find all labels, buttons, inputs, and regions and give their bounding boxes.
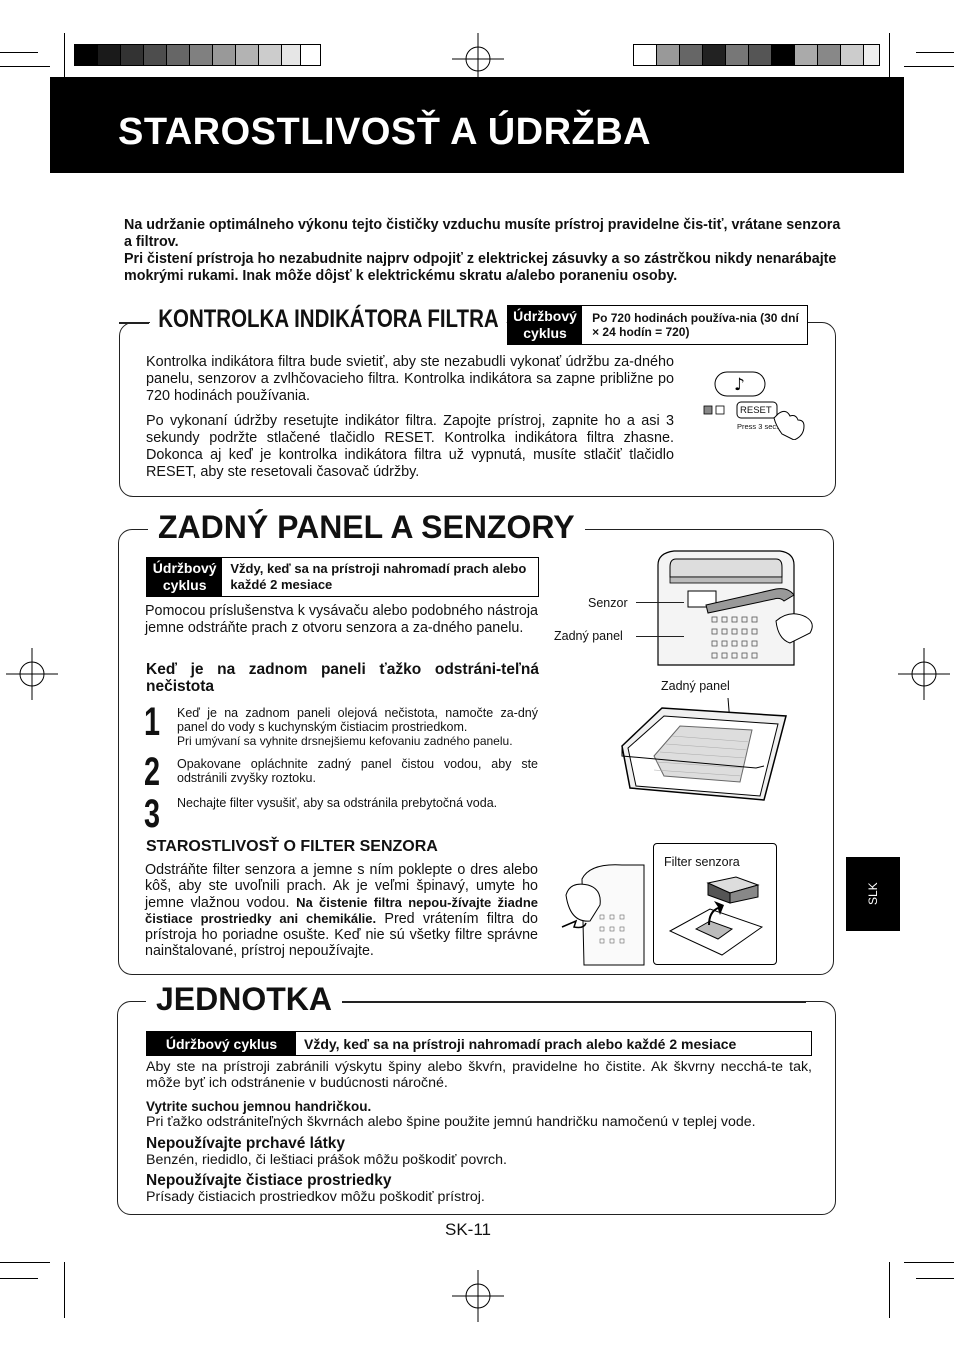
page-title: STAROSTLIVOSŤ A ÚDRŽBA bbox=[118, 111, 652, 153]
step-text-note: Pri umývaní sa vyhnite drsnejšiemu kefovaniu zadného panelu. bbox=[177, 734, 513, 748]
rear-intro-text: Pomocou príslušenstva k vysávaču alebo podobného nástroja jemne odstráňte prach z otvoru senzora a za-dného panelu. bbox=[145, 603, 538, 636]
step-text: Nechajte filter vysušiť, aby sa odstránila prebytočná voda. bbox=[177, 796, 498, 810]
unit-text: Pri ťažko odstrániteľných škvrnách alebo špine použite jemnú handričku namočenú v teplej vode. bbox=[146, 1114, 756, 1130]
text-paragraph: Kontrolka indikátora filtra bude svietiť, aby ste nezabudli vykonať údržbu za-dného panelu, senzorov a zvlhčovacieho filtra. Kontrolka indikátora sa zapne približne po 720 hodinách používania. bbox=[146, 354, 674, 404]
intro-paragraph: Na udržanie optimálneho výkonu tejto čističky vzduchu musíte prístroj pravidelne čis-tiť, vrátane senzora a filtrov. bbox=[124, 217, 841, 250]
sensor-text-part: Odstráňte filter senzora a jemne s ním poklepte o dres alebo kôš, aby ste uvoľnili prach. Ak je veľmi špinavý, umyte ho jemne vlažnou vodou. bbox=[145, 862, 538, 911]
rear-panel-tray-illustration bbox=[610, 696, 790, 816]
svg-text:♪: ♪ bbox=[734, 375, 745, 395]
label-filter-senzora: Filter senzora bbox=[664, 855, 740, 869]
intro-warning bbox=[124, 217, 846, 285]
reset-label: RESET bbox=[740, 405, 772, 416]
unit-intro-text: Aby ste na prístroji zabránili výskytu špiny alebo škvŕn, pravidelne ho čistite. Ak škvrny necchá-te tak, môže byť ich odstránenie v budúcnosti náročné. bbox=[146, 1059, 812, 1091]
registration-target-icon bbox=[898, 648, 950, 700]
cycle-label: Údržbový cyklus bbox=[508, 306, 582, 344]
unit-subheading: Nepoužívajte čistiace prostriedky bbox=[146, 1172, 392, 1189]
sensor-filter-heading: STAROSTLIVOSŤ O FILTER SENZORA bbox=[146, 838, 438, 855]
label-zadny-panel-2: Zadný panel bbox=[661, 679, 730, 693]
sensor-tap-illustration bbox=[558, 855, 650, 970]
label-zadny-panel: Zadný panel bbox=[554, 629, 623, 643]
section-title-rear: ZADNÝ PANEL A SENZORY bbox=[148, 509, 585, 546]
maintenance-cycle-box bbox=[507, 305, 808, 345]
cycle-label: Údržbový cyklus bbox=[147, 558, 222, 596]
step-text-main: Keď je na zadnom paneli olejová nečistota, namočte za-dný panel do vody s kuchynským čistiacim prostriedkom. bbox=[177, 706, 538, 734]
cycle-value: Vždy, keď sa na prístroji nahromadí prach alebo každé 2 mesiace bbox=[230, 561, 527, 592]
cycle-label: Údržbový cyklus bbox=[147, 1032, 296, 1055]
registration-target-icon bbox=[6, 648, 58, 700]
purifier-rear-illustration bbox=[636, 545, 816, 675]
section-title-unit: JEDNOTKA bbox=[146, 981, 342, 1018]
cycle-value: Po 720 hodinách používa-nia (30 dní × 24 hodín = 720) bbox=[592, 311, 799, 339]
section-title-filter: KONTROLKA INDIKÁTORA FILTRA bbox=[150, 305, 507, 334]
rear-subheading: Keď je na zadnom paneli ťažko odstráni-teľná nečistota bbox=[146, 661, 539, 695]
language-tab-label: SLK bbox=[866, 882, 880, 906]
maintenance-cycle-box bbox=[146, 1031, 812, 1056]
registration-target-icon bbox=[452, 1270, 504, 1322]
step-number: 2 bbox=[144, 750, 161, 794]
page-number: SK-11 bbox=[445, 1220, 491, 1239]
step-text bbox=[177, 706, 538, 748]
unit-text: Prísady čistiacich prostriedkov môžu poškodiť prístroj. bbox=[146, 1189, 485, 1205]
step-text: Opakovane opláchnite zadný panel čistou vodou, aby ste odstránili zvyšky roztoku. bbox=[177, 757, 538, 785]
sensor-filter-removal-illustration bbox=[656, 873, 774, 961]
unit-subheading: Nepoužívajte prchavé látky bbox=[146, 1135, 345, 1152]
unit-subheading: Vytrite suchou jemnou handričkou. bbox=[146, 1099, 372, 1114]
text-paragraph: Po vykonaní údržby resetujte indikátor filtra. Zapojte prístroj, zapnite ho a asi 3 sekundy podržte stlačené tlačidlo RESET. Kontrolka indikátora filtra zhasne. Dokonca aj keď je kontrolka indikátora filtra už vypnutá, musíte stlačiť tlačidlo RESET, aby ste resetovali časovač údržby. bbox=[146, 413, 674, 480]
press-label: Press 3 sec. bbox=[737, 422, 779, 431]
cycle-value: Vždy, keď sa na prístroji nahromadí prach alebo každé 2 mesiace bbox=[304, 1035, 737, 1052]
intro-paragraph: Pri čistení prístroja ho nezabudnite najprv odpojiť z elektrickej zásuvky a so zástrčkou nikdy nenarábajte mokrými rukami. Inak môže dôjsť k elektrickému skratu a/alebo poraneniu osoby. bbox=[124, 251, 837, 284]
sensor-text-part: Pred vrátením filtra do prístroja ho poriadne osušte. Keď nie sú všetky filtre správne nainštalované, prístroj nepoužívajte. bbox=[145, 910, 538, 960]
sensor-text-warning: Na čistenie filtra nepou-žívajte žiadne čistiace prostriedky ani chemikálie. bbox=[145, 894, 539, 926]
maintenance-cycle-box bbox=[146, 557, 539, 597]
step-number: 1 bbox=[144, 700, 161, 744]
filter-section-text bbox=[146, 354, 674, 481]
label-senzor: Senzor bbox=[588, 596, 628, 610]
sensor-filter-text bbox=[145, 862, 538, 960]
step-number: 3 bbox=[144, 792, 161, 836]
unit-text: Benzén, riedidlo, či leštiaci prášok môžu poškodiť povrch. bbox=[146, 1152, 507, 1168]
